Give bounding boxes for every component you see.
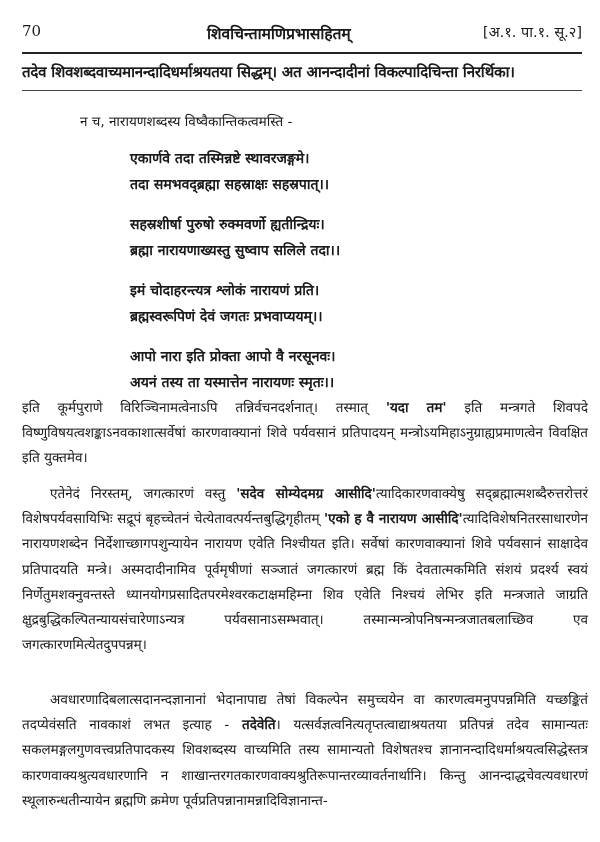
running-title: शिवचिन्तामणिप्रभासहितम् <box>207 25 351 43</box>
para-text: इति मन्त्रगते शिवपदे विष्णुविषयत्वशङ्काऽनवकाशात्सर्वेषां कारणवाक्यानां शिवे पर्यवसानं प्रतिपादयन् मन्त्रोऽयमिहाऽनुग्राह्यप्रमाणत्वेन विवक्षित इति युक्तमेव। <box>22 400 589 467</box>
quoted-mantra: 'सदेव सोम्येदमग्र आसीदि' <box>236 486 376 502</box>
verse-line: तदा समभवद्ब्रह्मा सहस्राक्षः सहस्रपात्।। <box>130 177 330 193</box>
lead-statement: तदेव शिवशब्दवाच्यमानन्दादिधर्माश्रयतया सिद्धम्। अत आनन्दादीनां विकल्पादिचिन्ता निरर्थिका। <box>22 63 515 81</box>
page-header <box>22 22 582 46</box>
para-text: त्यादिविशेषनितरसाधारणेन नारायणशब्देन निर्देशाच्छागपशुन्यायेन नारायण एवेति निश्चीयत इति। सर्वेषां कारणवाक्यानां शिवे पर्यवसानं साक्षादेव प्रतिपादयति मन्त्रे। अस्मदादीनामिव पूर्वमृषीणां सञ्जातं जगत्कारणं ब्रह्म किं देवतात्मकमिति संशयं प्रदर्श्य स्वयं निर्णेतुमशक्नुवन्तस्ते ध्यानयोगप्रसादितपरमेश्वरकटाक्षमहिम्ना शिव एवेति निश्चयं लेभिर इति मन्त्रजाते जाग्रति क्षुद्रबुद्धिकल्पितन्यायसंचारेणाऽन्यत्र पर्यवसानाऽसम्भवात्। तस्मान्मन्त्रोपनिषन्मन्त्रजातबलाच्छिव एव जगत्कारणमित्येतदुपपन्नम्। <box>22 511 588 654</box>
para-text: । यत्सर्वज्ञत्वनित्यतृप्तत्वाद्याश्रयतया प्रतिपन्नं तदेव सामान्यतः सकलमङ्गलगुणवत्त्वप्रतिपादकस्य शिवशब्दस्य वाच्यमिति तस्य सामान्यतो विशेषतश्च ज्ञानानन्दादिधर्माश्रयत्वसिद्धेस्तत्र कारणवाक्यश्रुत्यवधारणानि न शाखान्तरगतकारणवाक्यश्रुतिरूपान्तरव्यावर्तनार्थानि। किन्तु आनन्दाद्धचेवत्यवधारणं स्थूलारुन्धतीन्यायेन ब्रह्मणि क्रमेण पूर्वप्रतिपन्नानामन्नादिविज्ञानान्त- <box>22 717 588 809</box>
section-reference: [अ.१. पा.१. सू.२] <box>482 25 582 41</box>
verse-line: अयनं तस्य ता यस्मात्तेन नारायणः स्मृतः।। <box>130 375 335 391</box>
para-text: त्यादिकारणवाक्येषु सद्ब्रह्मात्मशब्दैरुत्तरोत्तरं विशेषपर्यवसायिभिः सद्रूपं बृहच्चेतनं चेत्येतावत्पर्यन्तबुद्धिगृहीतम् <box>22 486 589 528</box>
para-text: इति कूर्मपुराणे विरिञ्चिनामत्वेनाऽपि तन्निर्वचनदर्शनात्। तस्मात् <box>22 400 368 416</box>
commentary-paragraph-2 <box>22 482 588 658</box>
term-highlight: तदेवेति <box>242 717 276 734</box>
commentary-paragraph-3 <box>22 688 588 814</box>
verse-line: ब्रह्मस्वरूपिणं देवं जगतः प्रभवाप्ययम्।। <box>130 309 323 325</box>
verse-line: एकार्णवे तदा तस्मिन्नष्टे स्थावरजङ्गमे। <box>130 151 310 167</box>
verse-stanza-2 <box>130 212 550 264</box>
verse-line: आपो नारा इति प्रोक्ता आपो वै नरसूनवः। <box>130 349 336 365</box>
verse-block <box>130 146 550 410</box>
intro-line: न च, नारायणशब्दस्य विष्वैकान्तिकत्वमस्ति - <box>80 114 293 130</box>
page-number: 70 <box>22 22 42 40</box>
quoted-mantra: 'यदा तम' <box>385 400 447 416</box>
header-rule <box>22 52 582 54</box>
commentary-paragraph-1 <box>22 396 588 472</box>
verse-stanza-1 <box>130 146 550 198</box>
verse-line: सहस्रशीर्षा पुरुषो रुक्मवर्णो ह्यतीन्द्रियः। <box>130 217 325 233</box>
verse-stanza-4 <box>130 344 550 396</box>
verse-line: इमं चोदाहरन्त्यत्र श्लोकं नारायणं प्रति। <box>130 283 320 299</box>
para-text: अवधारणादिबलात्सदानन्दज्ञानानां भेदानापाद्य तेषां विकल्पेन समुच्चयेन वा कारणत्वमनुपपन्नमिति यच्छङ्कितं तदप्येवंसति नावकाशं लभत इत्याह - <box>22 692 588 734</box>
lead-rule <box>22 90 582 91</box>
verse-line: ब्रह्मा नारायणाख्यस्तु सुष्वाप सलिले तदा।। <box>130 243 341 259</box>
para-text: एतेनेदं निरस्तम्, जगत्कारणं वस्तु <box>50 486 226 502</box>
verse-stanza-3 <box>130 278 550 330</box>
quoted-mantra: 'एको ह वै नारायण आसीदि' <box>324 511 463 528</box>
